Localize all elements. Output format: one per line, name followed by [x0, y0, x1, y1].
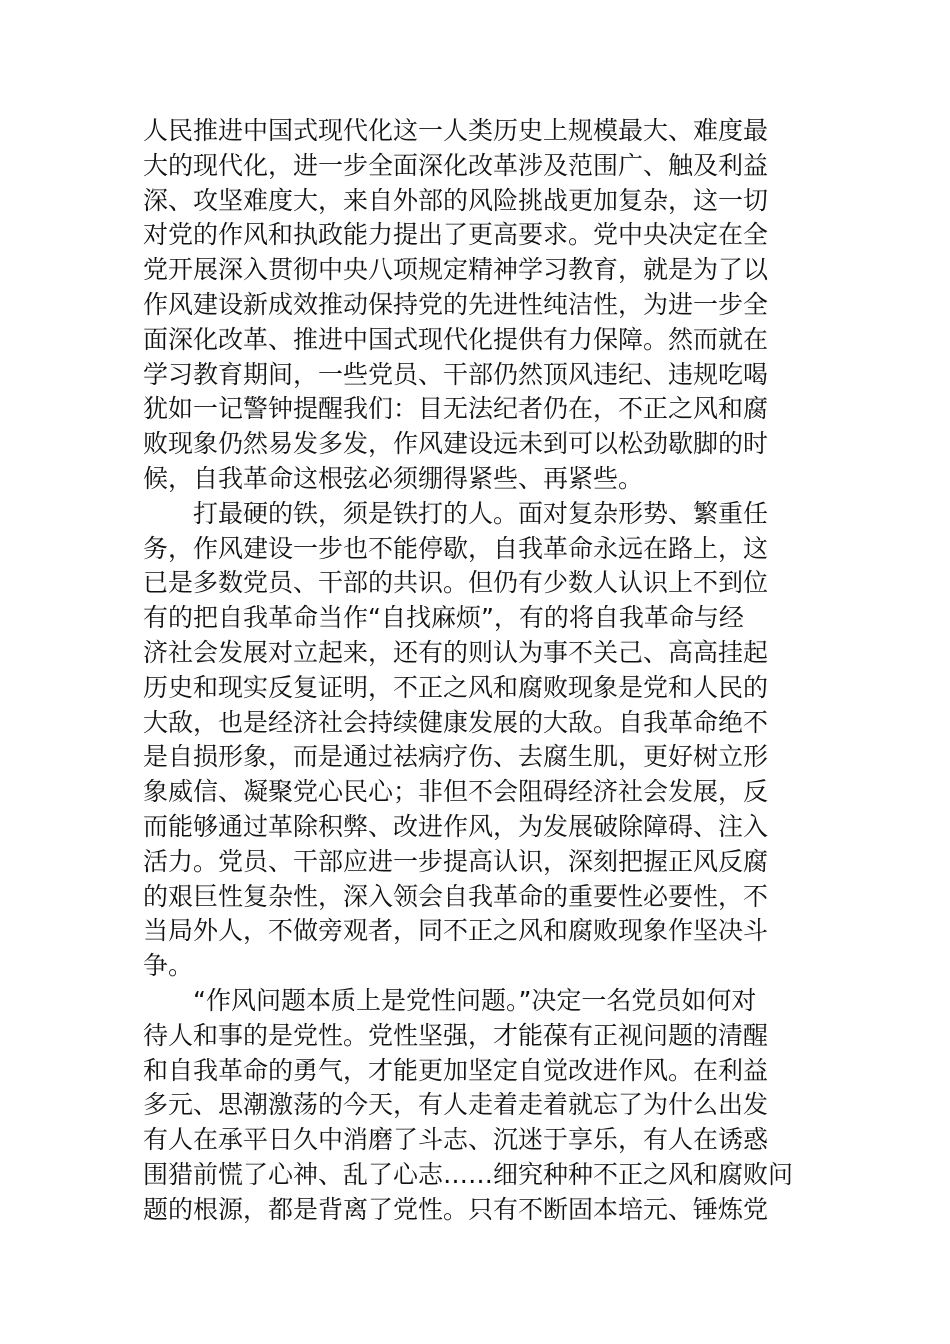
text-line: 候，自我革命这根弦必须绷得紧些、再紧些。	[143, 463, 644, 493]
text-line: 已是多数党员、干部的共识。但仍有少数人认识上不到位	[143, 568, 769, 598]
text-line: 历史和现实反复证明，不正之风和腐败现象是党和人民的	[143, 672, 769, 702]
text-line: 多元、思潮激荡的今天，有人走着走着就忘了为什么出发	[143, 1090, 769, 1120]
paragraph	[143, 114, 813, 497]
text-line: 围猎前慌了心神、乱了心志……细究种种不正之风和腐败问	[143, 1159, 794, 1189]
text-line: 而能够通过革除积弊、改进作风，为发展破除障碍、注入	[143, 811, 769, 841]
text-line: 学习教育期间，一些党员、干部仍然顶风违纪、违规吃喝	[143, 359, 769, 389]
text-line: 活力。党员、干部应进一步提高认识，深刻把握正风反腐	[143, 846, 769, 876]
text-line: 有的把自我革命当作“自找麻烦”，有的将自我革命与经	[143, 603, 744, 633]
text-line: “作风问题本质上是党性问题。”决定一名党员如何对	[193, 985, 757, 1015]
text-line: 犹如一记警钟提醒我们：目无法纪者仍在，不正之风和腐	[143, 394, 769, 424]
text-line: 作风建设新成效推动保持党的先进性纯洁性，为进一步全	[143, 289, 769, 319]
text-line: 对党的作风和执政能力提出了更高要求。党中央决定在全	[143, 220, 769, 250]
paragraph	[143, 984, 813, 1228]
text-line: 当局外人，不做旁观者，同不正之风和腐败现象作坚决斗	[143, 916, 769, 946]
text-line: 深、攻坚难度大，来自外部的风险挑战更加复杂，这一切	[143, 185, 769, 215]
text-line: 题的根源，都是背离了党性。只有不断固本培元、锤炼党	[143, 1194, 769, 1224]
text-line: 败现象仍然易发多发，作风建设远未到可以松劲歇脚的时	[143, 429, 769, 459]
text-line: 的艰巨性复杂性，深入领会自我革命的重要性必要性，不	[143, 881, 769, 911]
text-line: 是自损形象，而是通过祛病疗伤、去腐生肌，更好树立形	[143, 742, 769, 772]
text-line: 象威信、凝聚党心民心；非但不会阻碍经济社会发展，反	[143, 777, 769, 807]
text-line: 大敌，也是经济社会持续健康发展的大敌。自我革命绝不	[143, 707, 769, 737]
text-line: 待人和事的是党性。党性坚强，才能葆有正视问题的清醒	[143, 1020, 769, 1050]
text-line: 务，作风建设一步也不能停歇，自我革命永远在路上，这	[143, 533, 769, 563]
text-line: 党开展深入贯彻中央八项规定精神学习教育，就是为了以	[143, 255, 769, 285]
text-line: 打最硬的铁，须是铁打的人。面对复杂形势、繁重任	[193, 498, 769, 528]
text-line: 人民推进中国式现代化这一人类历史上规模最大、难度最	[143, 116, 769, 145]
text-line: 大的现代化，进一步全面深化改革涉及范围广、触及利益	[143, 150, 769, 180]
text-line: 面深化改革、推进中国式现代化提供有力保障。然而就在	[143, 324, 769, 354]
paragraph	[143, 497, 813, 984]
document-body	[143, 114, 813, 1228]
text-line: 有人在承平日久中消磨了斗志、沉迷于享乐，有人在诱惑	[143, 1125, 769, 1155]
text-line: 争。	[143, 951, 194, 981]
text-line: 和自我革命的勇气，才能更加坚定自觉改进作风。在利益	[143, 1055, 769, 1085]
text-line: 济社会发展对立起来，还有的则认为事不关己、高高挂起	[143, 637, 769, 667]
